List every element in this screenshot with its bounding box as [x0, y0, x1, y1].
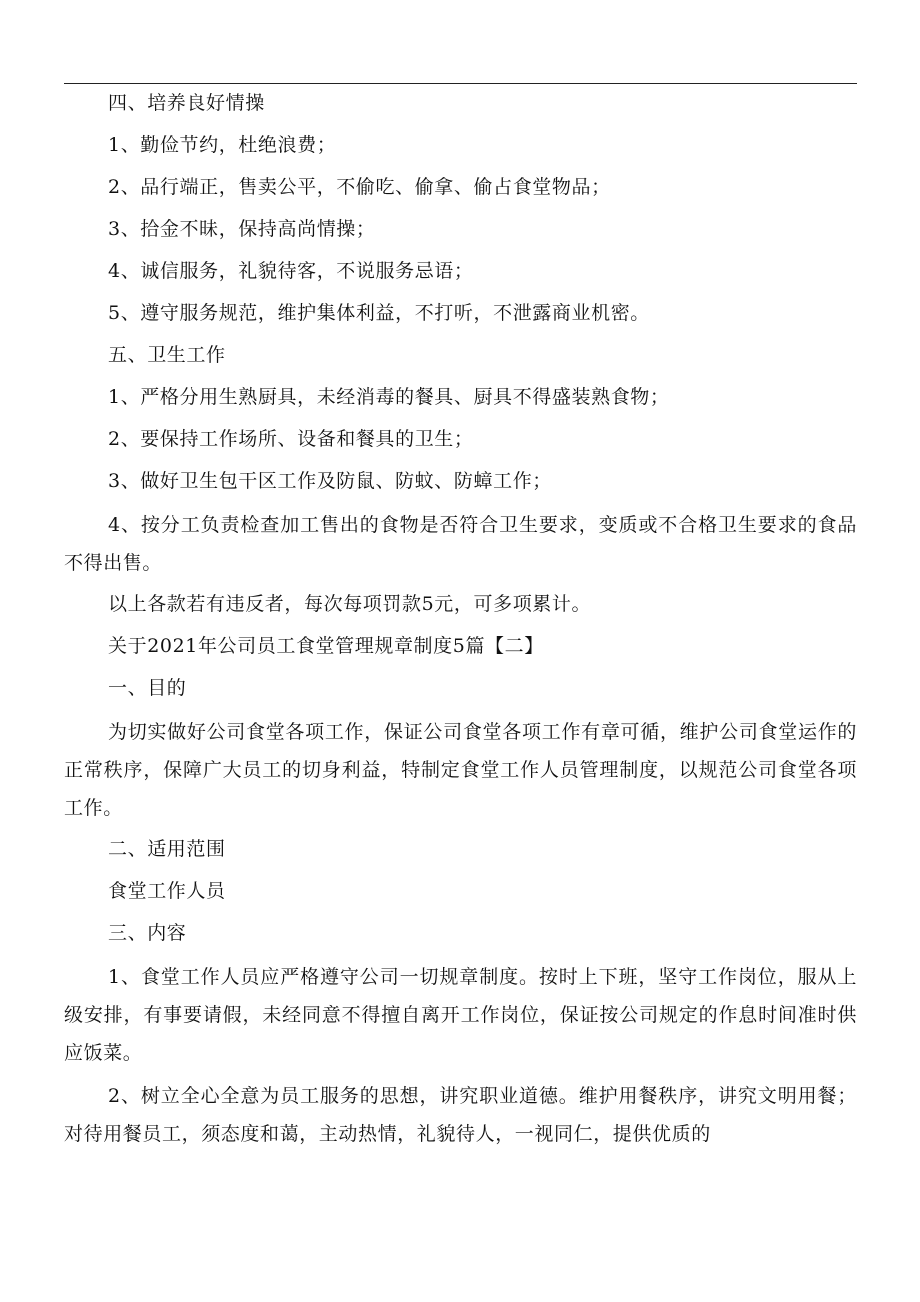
section-heading-purpose: 一、目的	[108, 677, 187, 699]
section-heading-4: 四、培养良好情操	[108, 92, 265, 114]
list-item: 4、诚信服务，礼貌待客，不说服务忌语；	[108, 260, 474, 282]
purpose-paragraph: 为切实做好公司食堂各项工作，保证公司食堂各项工作有章可循，维护公司食堂运作的正常秩序，保障广大员工的切身利益，特制定食堂工作人员管理制度，以规范公司食堂各项工作。	[64, 721, 857, 819]
list-item: 1、严格分用生熟厨具，未经消毒的餐具、厨具不得盛装熟食物；	[108, 386, 670, 408]
list-item: 1、食堂工作人员应严格遵守公司一切规章制度。按时上下班，坚守工作岗位，服从上级安排，有事要请假，未经同意不得擅自离开工作岗位，保证按公司规定的作息时间准时供应饭菜。	[64, 966, 857, 1064]
list-item: 2、树立全心全意为员工服务的思想，讲究职业道德。维护用餐秩序，讲究文明用餐；对待用餐员工，须态度和蔼，主动热情，礼貌待人，一视同仁，提供优质的	[64, 1085, 857, 1145]
document-body	[64, 86, 857, 1158]
penalty-note: 以上各款若有违反者，每次每项罚款5元，可多项累计。	[108, 593, 592, 615]
document-subtitle: 关于2021年公司员工食堂管理规章制度5篇【二】	[108, 635, 544, 657]
header-rule	[64, 83, 857, 84]
list-item: 5、遵守服务规范，维护集体利益，不打听，不泄露商业机密。	[108, 302, 650, 324]
scope-paragraph: 食堂工作人员	[108, 880, 226, 902]
list-item: 3、做好卫生包干区工作及防鼠、防蚊、防蟑工作；	[108, 470, 552, 492]
section-heading-content: 三、内容	[108, 922, 187, 944]
list-item: 2、要保持工作场所、设备和餐具的卫生；	[108, 428, 474, 450]
section-heading-scope: 二、适用范围	[108, 838, 226, 860]
list-item: 1、勤俭节约，杜绝浪费；	[108, 134, 337, 156]
list-item: 2、品行端正，售卖公平，不偷吃、偷拿、偷占食堂物品；	[108, 176, 611, 198]
list-item: 4、按分工负责检查加工售出的食物是否符合卫生要求，变质或不合格卫生要求的食品不得出售。	[64, 514, 857, 574]
section-heading-5: 五、卫生工作	[108, 344, 226, 366]
list-item: 3、拾金不昧，保持高尚情操；	[108, 218, 376, 240]
